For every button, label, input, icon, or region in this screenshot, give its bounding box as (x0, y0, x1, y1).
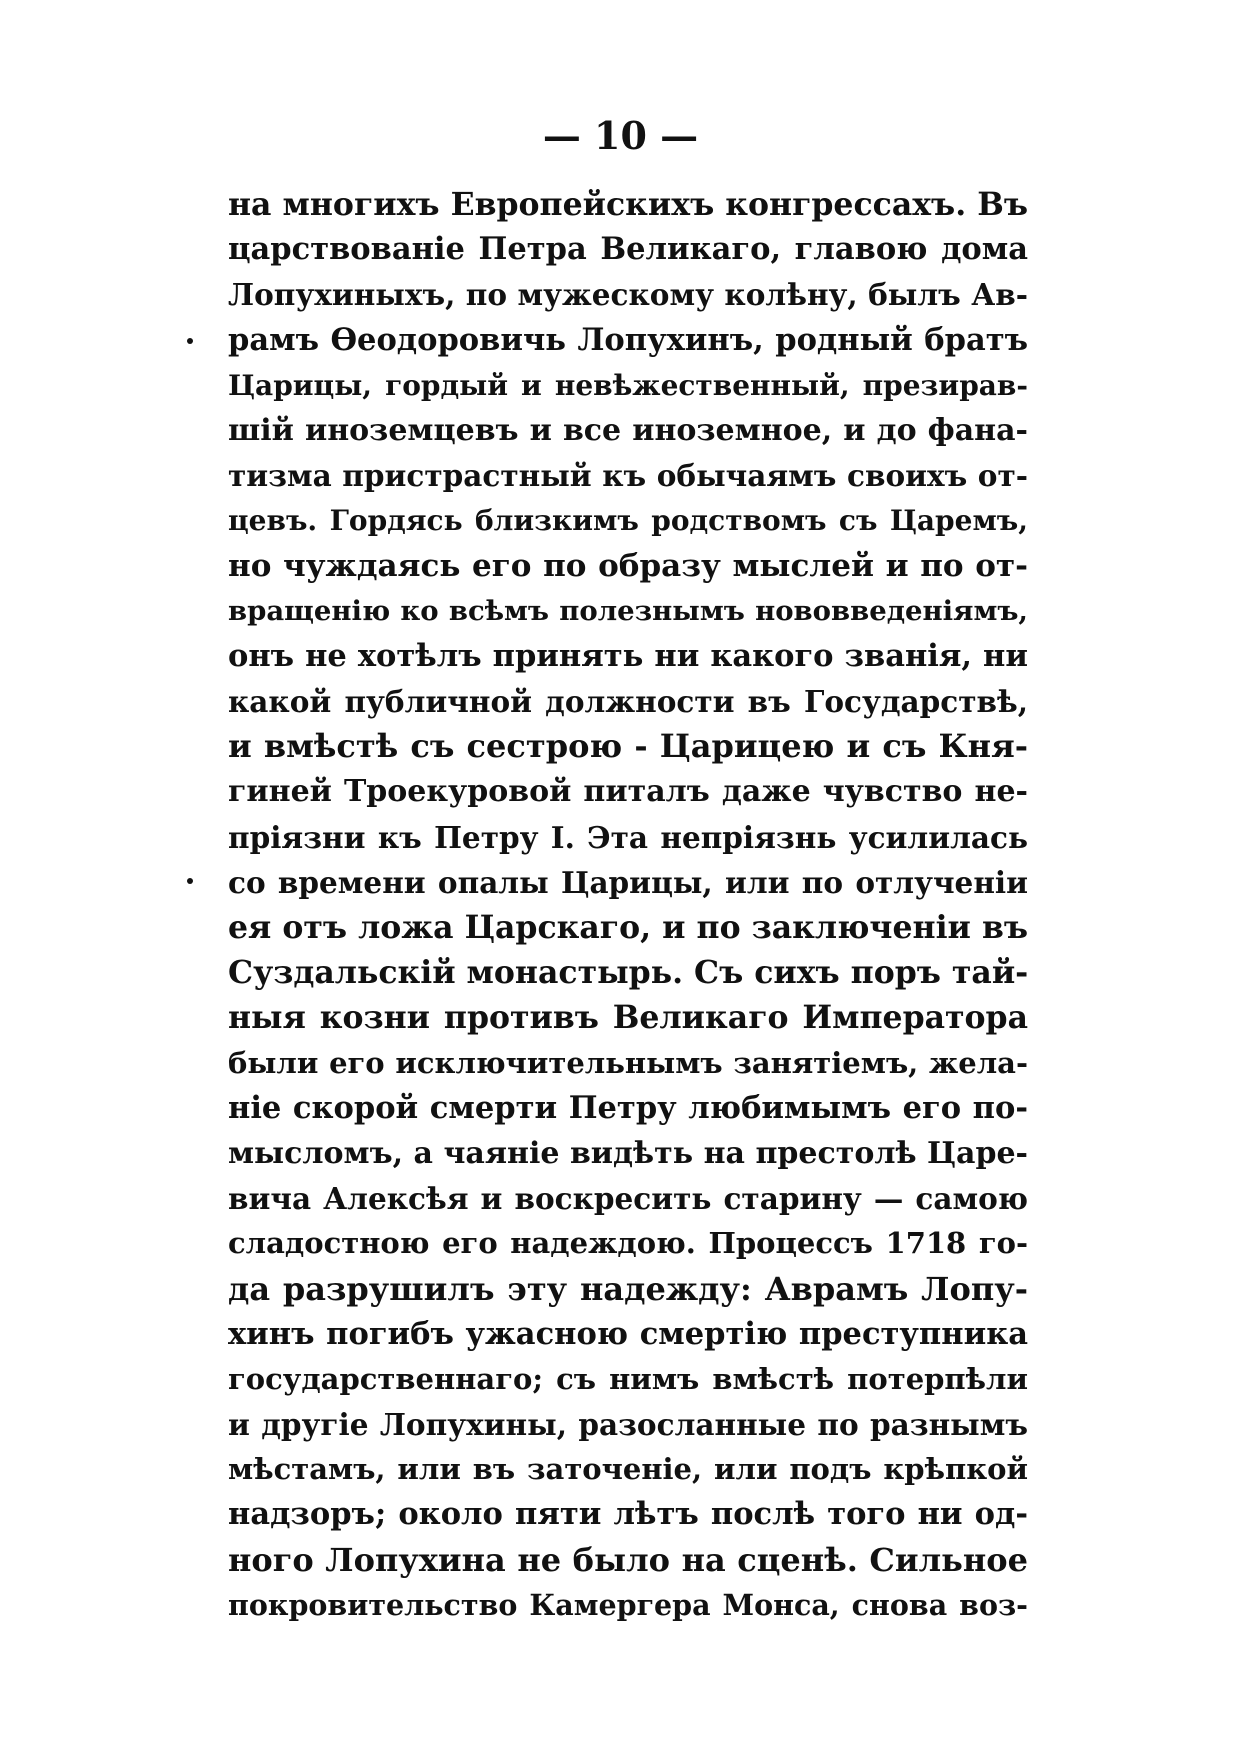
text-line: были его исключительнымъ занятіемъ, жела- (228, 1045, 1028, 1080)
text-line: гиней Троекуровой питалъ даже чувство не- (228, 774, 1028, 810)
text-line: со времени опалы Царицы, или по отлученіи (228, 864, 1028, 900)
text-line: мысломъ, а чаяніе видѣть на престолѣ Царе- (228, 1135, 1028, 1171)
page-number: — 10 — (542, 113, 699, 158)
text-line: ного Лопухина не было на сценѣ. Сильное (228, 1540, 1028, 1579)
text-line: и другіе Лопухины, разосланные по разнымъ (228, 1407, 1028, 1443)
text-line: ея отъ ложа Царскаго, и по заключеніи въ (228, 909, 1028, 946)
text-line: цевъ. Гордясь близкимъ родствомъ съ Царемъ, (228, 504, 1028, 538)
text-line: сладостною его надеждою. Процессъ 1718 го- (228, 1226, 1028, 1261)
text-line: вращенію ко всѣмъ полезнымъ нововведеніямъ, (228, 594, 1028, 627)
text-line: да разрушилъ эту надежду: Аврамъ Лопу- (228, 1269, 1028, 1308)
text-line: рамъ Ѳеодоровичь Лопухинъ, родный братъ (228, 321, 1028, 358)
text-line: пріязни къ Петру I. Эта непріязнь усилилась (228, 819, 1028, 855)
text-line: шій иноземцевъ и все иноземное, и до фана- (228, 412, 1028, 448)
body-text (228, 182, 1028, 1628)
text-line: и вмѣстѣ съ сестрою - Царицею и съ Кня- (228, 727, 1028, 766)
margin-mark (187, 338, 193, 344)
text-line: Лопухиныхъ, по мужескому колѣну, былъ Ав- (228, 277, 1028, 313)
text-line: какой публичной должности въ Государствѣ, (228, 684, 1028, 720)
text-line: хинъ погибъ ужасною смертію преступника (228, 1315, 1028, 1352)
text-line: Царицы, гордый и невѣжественный, презирав- (228, 368, 1028, 402)
text-line: мѣстамъ, или въ заточеніе, или подъ крѣпкой (228, 1452, 1028, 1487)
text-line: на многихъ Европейскихъ конгрессахъ. Въ (228, 186, 1028, 223)
text-line: онъ не хотѣлъ принять ни какого званія, ни (228, 637, 1028, 674)
margin-mark (187, 878, 193, 884)
text-line: покровительство Камергера Монса, снова воз- (228, 1587, 1028, 1622)
text-line: ніе скорой смерти Петру любимымъ его по- (228, 1089, 1028, 1126)
text-line: но чуждаясь его по образу мыслей и по от- (228, 547, 1028, 584)
text-line: ныя козни противъ Великаго Императора (228, 999, 1028, 1037)
text-line: тизма пристрастный къ обычаямъ своихъ от- (228, 458, 1028, 494)
text-line: государственнаго; съ нимъ вмѣстѣ потерпѣли (228, 1361, 1028, 1396)
text-line: Суздальскій монастырь. Съ сихъ поръ тай- (228, 954, 1029, 992)
text-line: надзоръ; около пяти лѣтъ послѣ того ни од- (228, 1496, 1028, 1533)
text-line: вича Алексѣя и воскресить старину — самою (228, 1181, 1028, 1217)
text-line: царствованіе Петра Великаго, главою дома (228, 231, 1028, 268)
